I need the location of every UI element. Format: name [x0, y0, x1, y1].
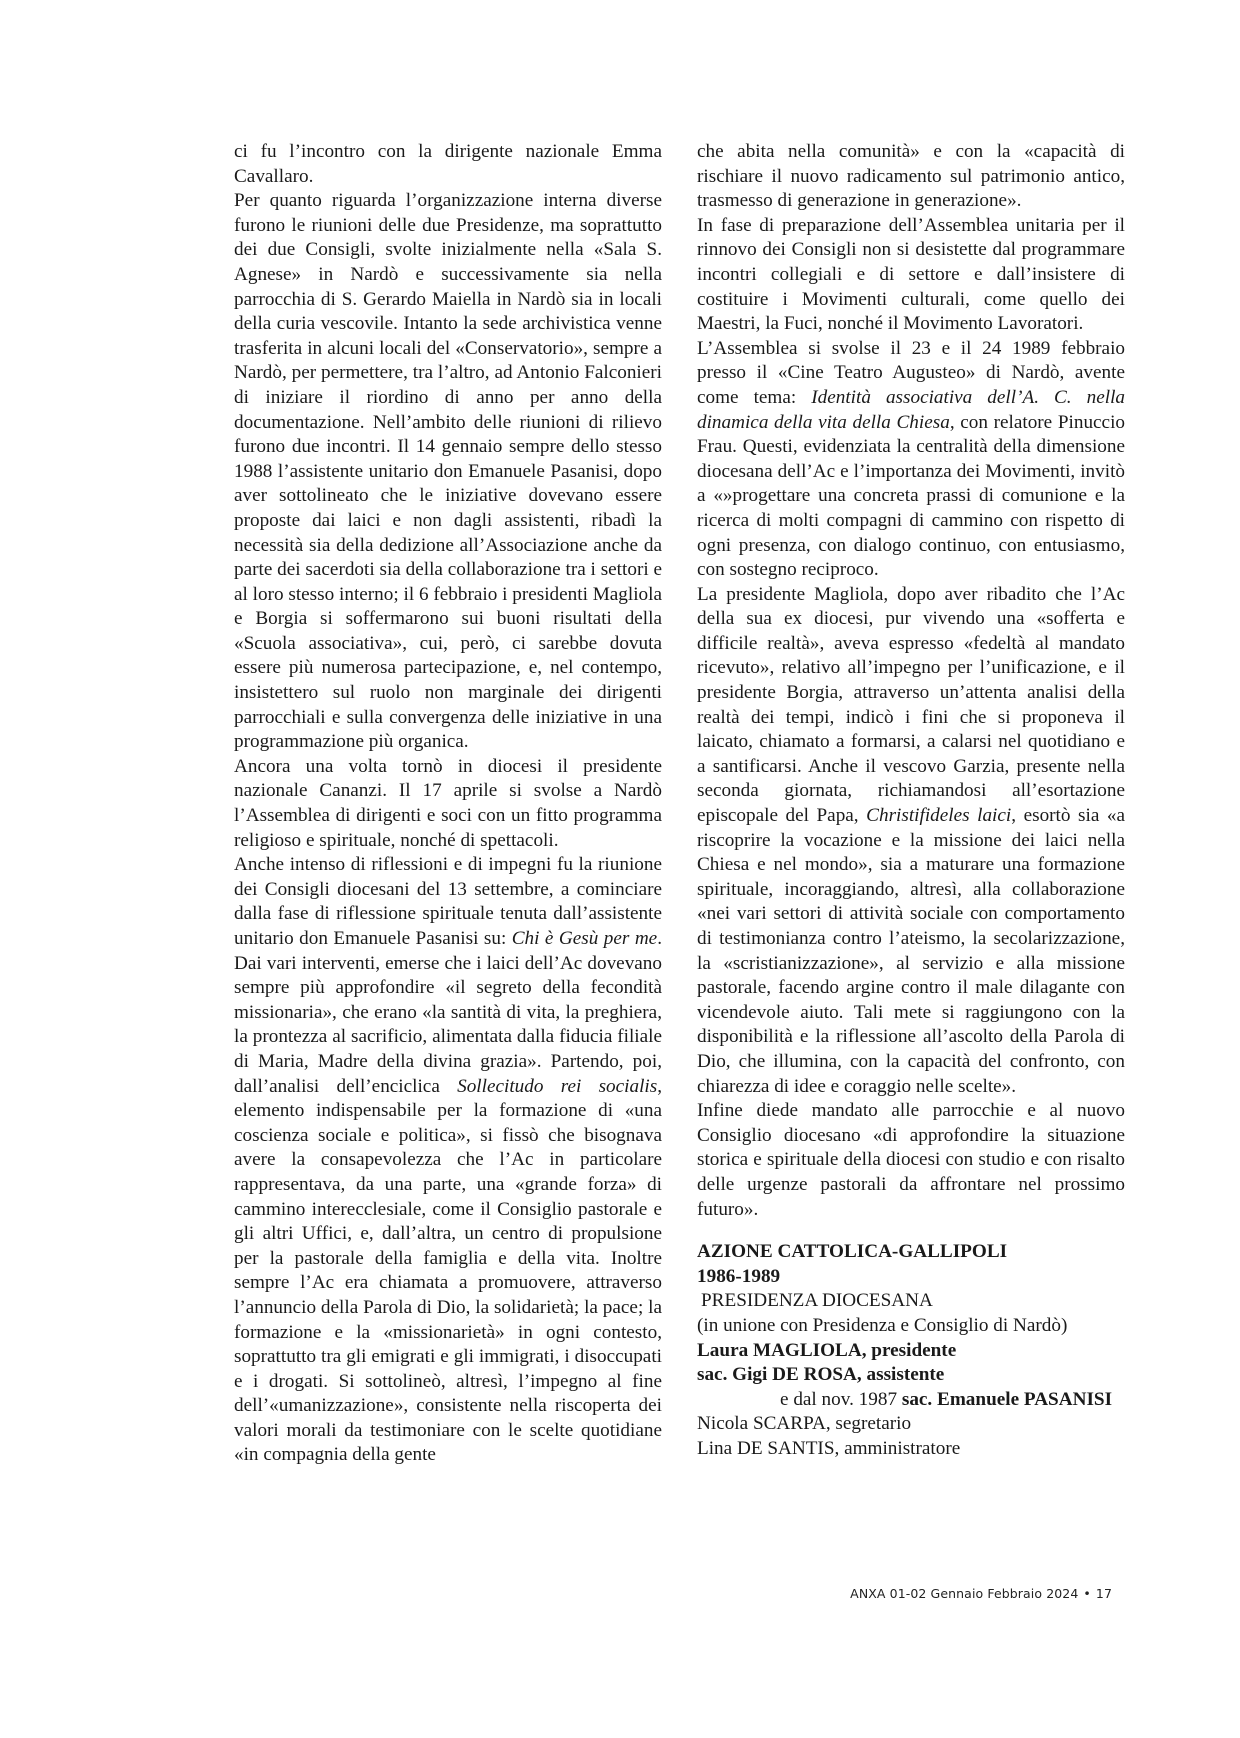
publication-info: ANXA 01-02 Gennaio Febbraio 2024	[850, 1586, 1079, 1601]
section-note: (in unione con Presidenza e Consiglio di Nardò)	[697, 1314, 1068, 1336]
paragraph: Ancora una volta tornò in diocesi il presidente nazionale Cananzi. Il 17 aprile si svolse a Nardò l’Assemblea di dirigenti e soci con un fitto programma religioso e spirituale, nonché di spettacoli.	[234, 755, 662, 851]
roster-administrator: Lina DE SANTIS, amministratore	[697, 1437, 961, 1459]
paragraph	[234, 853, 662, 1468]
page-number: 17	[1095, 1586, 1112, 1601]
left-text-column	[234, 140, 662, 1468]
italic-title: Sollecitudo rei socialis	[457, 1075, 658, 1097]
right-text-column	[697, 140, 1125, 1461]
text-run: Anche intenso di riflessioni e di impegni fu la riunione dei Consigli diocesani del 13 settembre, a cominciare dalla fase di riflessione spirituale tenuta dall’assistente unitario don Emanuele Pasanisi su:	[234, 854, 662, 949]
paragraph: Per quanto riguarda l’organizzazione interna diverse furono le riunioni delle due Presidenze, ma soprattutto dei due Consigli, svolte inizialmente nella «Sala S. Agnese» in Nardò e successivamente sia nella parrocchia di S. Gerardo Maiella in Nardò sia in locali della curia vescovile. Intanto la sede archivistica venne trasferita in alcuni locali del «Conservatorio», sempre a Nardò, per permettere, tra l’altro, ad Antonio Falconieri di iniziare il riordino di anno per anno della documentazione. Nell’ambito delle riunioni di rilievo furono due incontri. Il 14 gennaio sempre dello stesso 1988 l’assistente unitario don Emanuele Pasanisi, dopo aver sottolineato che le iniziative dovevano essere proposte dai laici e non dagli assistenti, ribadì la necessità sia della dedizione all’Associazione anche da parte dei sacerdoti sia della collaborazione tra i settori e al loro stesso interno; il 6 febbraio i presidenti Magliola e Borgia si soffermarono sui buoni risultati della «Scuola associativa», cui, però, ci sarebbe dovuta essere più numerosa partecipazione, e, nel contempo, insistettero sul ruolo non marginale dei dirigenti parrocchiali e sulla convergenza delle iniziative in una programmazione più organica.	[234, 190, 662, 753]
text-run: . Dai vari interventi, emerse che i laici dell’Ac dovevano sempre più approfondire «il segreto della fecondità missionaria», che erano «la santità di vita, la preghiera, la prontezza al sacrificio, alimentata dalla fiducia filiale di Maria, Madre della divina grazia». Partendo, poi, dall’analisi dell’enciclica	[234, 928, 662, 1097]
text-run: La presidente Magliola, dopo aver ribadito che l’Ac della sua ex diocesi, pur vivendo una «sofferta e difficile realtà», aveva espresso «fedeltà al mandato ricevuto», relativo all’impegno per l’unificazione, e il presidente Borgia, attraverso un’attenta analisi della realtà dei tempi, indicò i fini che si proponeva il laicato, chiamato a formarsi, a calarsi nel quotidiano e a santificarsi. Anche il vescovo Garzia, presente nella seconda giornata, richiamandosi all’esortazione episcopale del Papa,	[697, 583, 1125, 827]
italic-title: Identità associativa dell’A. C. nella dinamica della vita della Chiesa	[697, 386, 1126, 433]
roster-assistant: sac. Gigi DE ROSA, assistente	[697, 1364, 945, 1386]
paragraph	[697, 337, 1125, 583]
roster-secretary: Nicola SCARPA, segretario	[697, 1413, 912, 1435]
italic-title: Christifideles laici	[866, 805, 1012, 827]
roster-assistant-name: sac. Emanuele PASANISI	[901, 1388, 1113, 1410]
roster-president: Laura MAGLIOLA, presidente	[697, 1339, 957, 1361]
paragraph: In fase di preparazione dell’Assemblea unitaria per il rinnovo dei Consigli non si desistette dal programmare incontri collegiali e di settore e dall’insistere di costituire i Movimenti culturali, come quello dei Maestri, la Fuci, nonché il Movimento Lavoratori.	[697, 214, 1125, 335]
text-run: , elemento indispensabile per la formazione di «una coscienza sociale e politica», si fissò che bisognava avere la consapevolezza che l’Ac in particolare rappresentava, da una parte, una «grande forza» di cammino interecclesiale, come il Consiglio pastorale e gli altri Uffici, e, dall’altra, un centro di propulsione per la pastorale della famiglia e della vita. Inoltre sempre l’Ac era chiamata a promuovere, attraverso l’annuncio della Parola di Dio, la solidarietà; la pace; la formazione e la «missionarietà» in ogni contesto, soprattutto tra gli emigrati e gli immigrati, i disoccupati e i drogati. Si sottolineò, altresì, l’impegno al fine dell’«umanizzazione», consistente nella riscoperta dei valori morali da testimoniare con le scelte quotidiane «in compagnia della gente	[234, 1075, 662, 1466]
roster-assistant-since	[697, 1388, 1125, 1413]
section-years: 1986-1989	[697, 1265, 781, 1287]
text-run: , con relatore Pinuccio Frau. Questi, evidenziata la centralità della dimensione diocesana dell’Ac e l’importanza dei Movimenti, invitò a «»progettare una concreta prassi di comunione e la ricerca di molti compagni di cammino con rispetto di ogni presenza, con dialogo continuo, con entusiasmo, con sostegno reciproco.	[697, 411, 1125, 581]
roster-section	[697, 1240, 1125, 1461]
paragraph	[697, 583, 1125, 1099]
bullet-separator: •	[1083, 1586, 1091, 1601]
text-run: e dal nov. 1987	[780, 1388, 902, 1410]
section-heading: AZIONE CATTOLICA-GALLIPOLI	[697, 1241, 1008, 1263]
section-subheading: PRESIDENZA DIOCESANA	[701, 1290, 933, 1312]
paragraph: che abita nella comunità» e con la «capacità di rischiare il nuovo radicamento sul patrimonio antico, trasmesso di generazione in generazione».	[697, 141, 1125, 212]
text-run: L’Assemblea si svolse il 23 e il 24 1989 febbraio presso il «Cine Teatro Augusteo» di Nardò, avente come tema:	[697, 337, 1125, 408]
page-footer	[850, 1586, 1112, 1601]
paragraph: Infine diede mandato alle parrocchie e al nuovo Consiglio diocesano «di approfondire la situazione storica e spirituale della diocesi con studio e con risalto delle urgenze pastorali da affrontare nel prossimo futuro».	[697, 1100, 1125, 1220]
paragraph: ci fu l’incontro con la dirigente nazionale Emma Cavallaro.	[234, 141, 662, 187]
text-run: , esortò sia «a riscoprire la vocazione e la missione dei laici nella Chiesa e nel mondo», sia a maturare una formazione spirituale, incoraggiando, altresì, alla collaborazione «nei vari settori di attività sociale con comportamento di testimonianza contro l’ateismo, la secolarizzazione, la «scristianizzazione», al servizio e alla missione pastorale, facendo argine contro il male dilagante con vicendevole aiuto. Tali mete si raggiungono con la disponibilità e la riflessione all’ascolto della Parola di Dio, che illumina, con la capacità del confronto, con chiarezza di idee e coraggio nelle scelte».	[697, 805, 1125, 1097]
italic-title: Chi è Gesù per me	[511, 928, 658, 949]
